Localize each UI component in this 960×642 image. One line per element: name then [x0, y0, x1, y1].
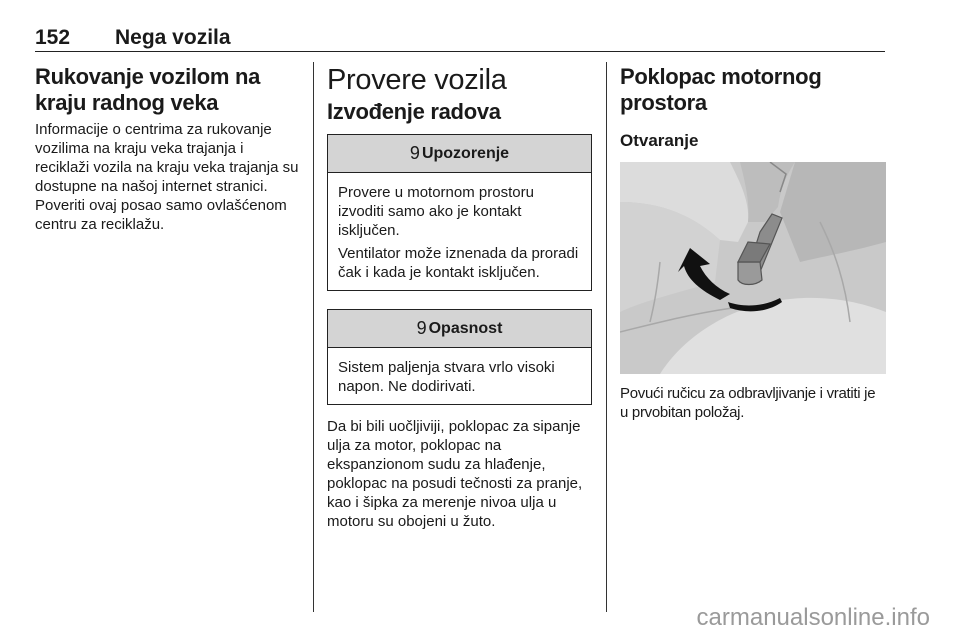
chapter-title: Nega vozila — [115, 26, 231, 49]
column-divider — [606, 62, 607, 612]
warning-text: Ventilator može iznenada da proradi čak i kada je kontakt isključen. — [338, 245, 579, 281]
column-right — [620, 64, 886, 422]
section-title-vehicle-checks: Provere vozila — [327, 64, 507, 96]
column-left — [35, 64, 300, 234]
color-coding-text: Da bi bili uočljiviji, poklopac za sipanje ulja za motor, poklopac na ekspanzionom sudu za hlađenje, poklopac na posudi tečnosti za pranje, kao i šipka za merenje nivoa ulja u motoru su obojeni u žuto. — [327, 418, 583, 530]
warning-icon: 9 — [409, 143, 420, 163]
end-of-life-text: Informacije o centrima za rukovanje vozilima na kraju veka trajanja i reciklaži vozila na kraju veka trajanja su dostupne na našoj internet stranici. Poveriti ovaj posao samo ovlašćenom centru za reciklažu. — [35, 121, 299, 233]
warning-box — [327, 134, 592, 291]
danger-icon: 9 — [416, 318, 427, 338]
warning-text: Provere u motornom prostoru izvoditi samo ako je kontakt isključen. — [338, 184, 534, 239]
page-header — [35, 26, 885, 52]
warning-label: Upozorenje — [421, 144, 510, 162]
watermark: carmanualsonline.info — [696, 604, 930, 631]
hood-release-lever-illustration — [620, 162, 886, 374]
section-heading-hood: Poklopac motornog prostora — [620, 64, 822, 115]
subsection-heading-performing-work: Izvođenje radova — [327, 99, 501, 124]
hood-opening-instruction: Povući ručicu za odbravljivanje i vratiti je u prvobitan položaj. — [620, 385, 876, 421]
column-divider — [313, 62, 314, 612]
section-heading-end-of-life: Rukovanje vozilom na kraju radnog veka — [35, 64, 261, 115]
danger-text: Sistem paljenja stvara vrlo visoki napon. Ne dodirivati. — [338, 359, 555, 395]
subheading-opening: Otvaranje — [620, 131, 699, 150]
column-middle — [327, 64, 592, 531]
danger-box-header — [328, 310, 591, 348]
danger-box — [327, 309, 592, 405]
warning-box-header — [328, 135, 591, 173]
page-number: 152 — [35, 26, 71, 49]
danger-label: Opasnost — [428, 319, 503, 337]
